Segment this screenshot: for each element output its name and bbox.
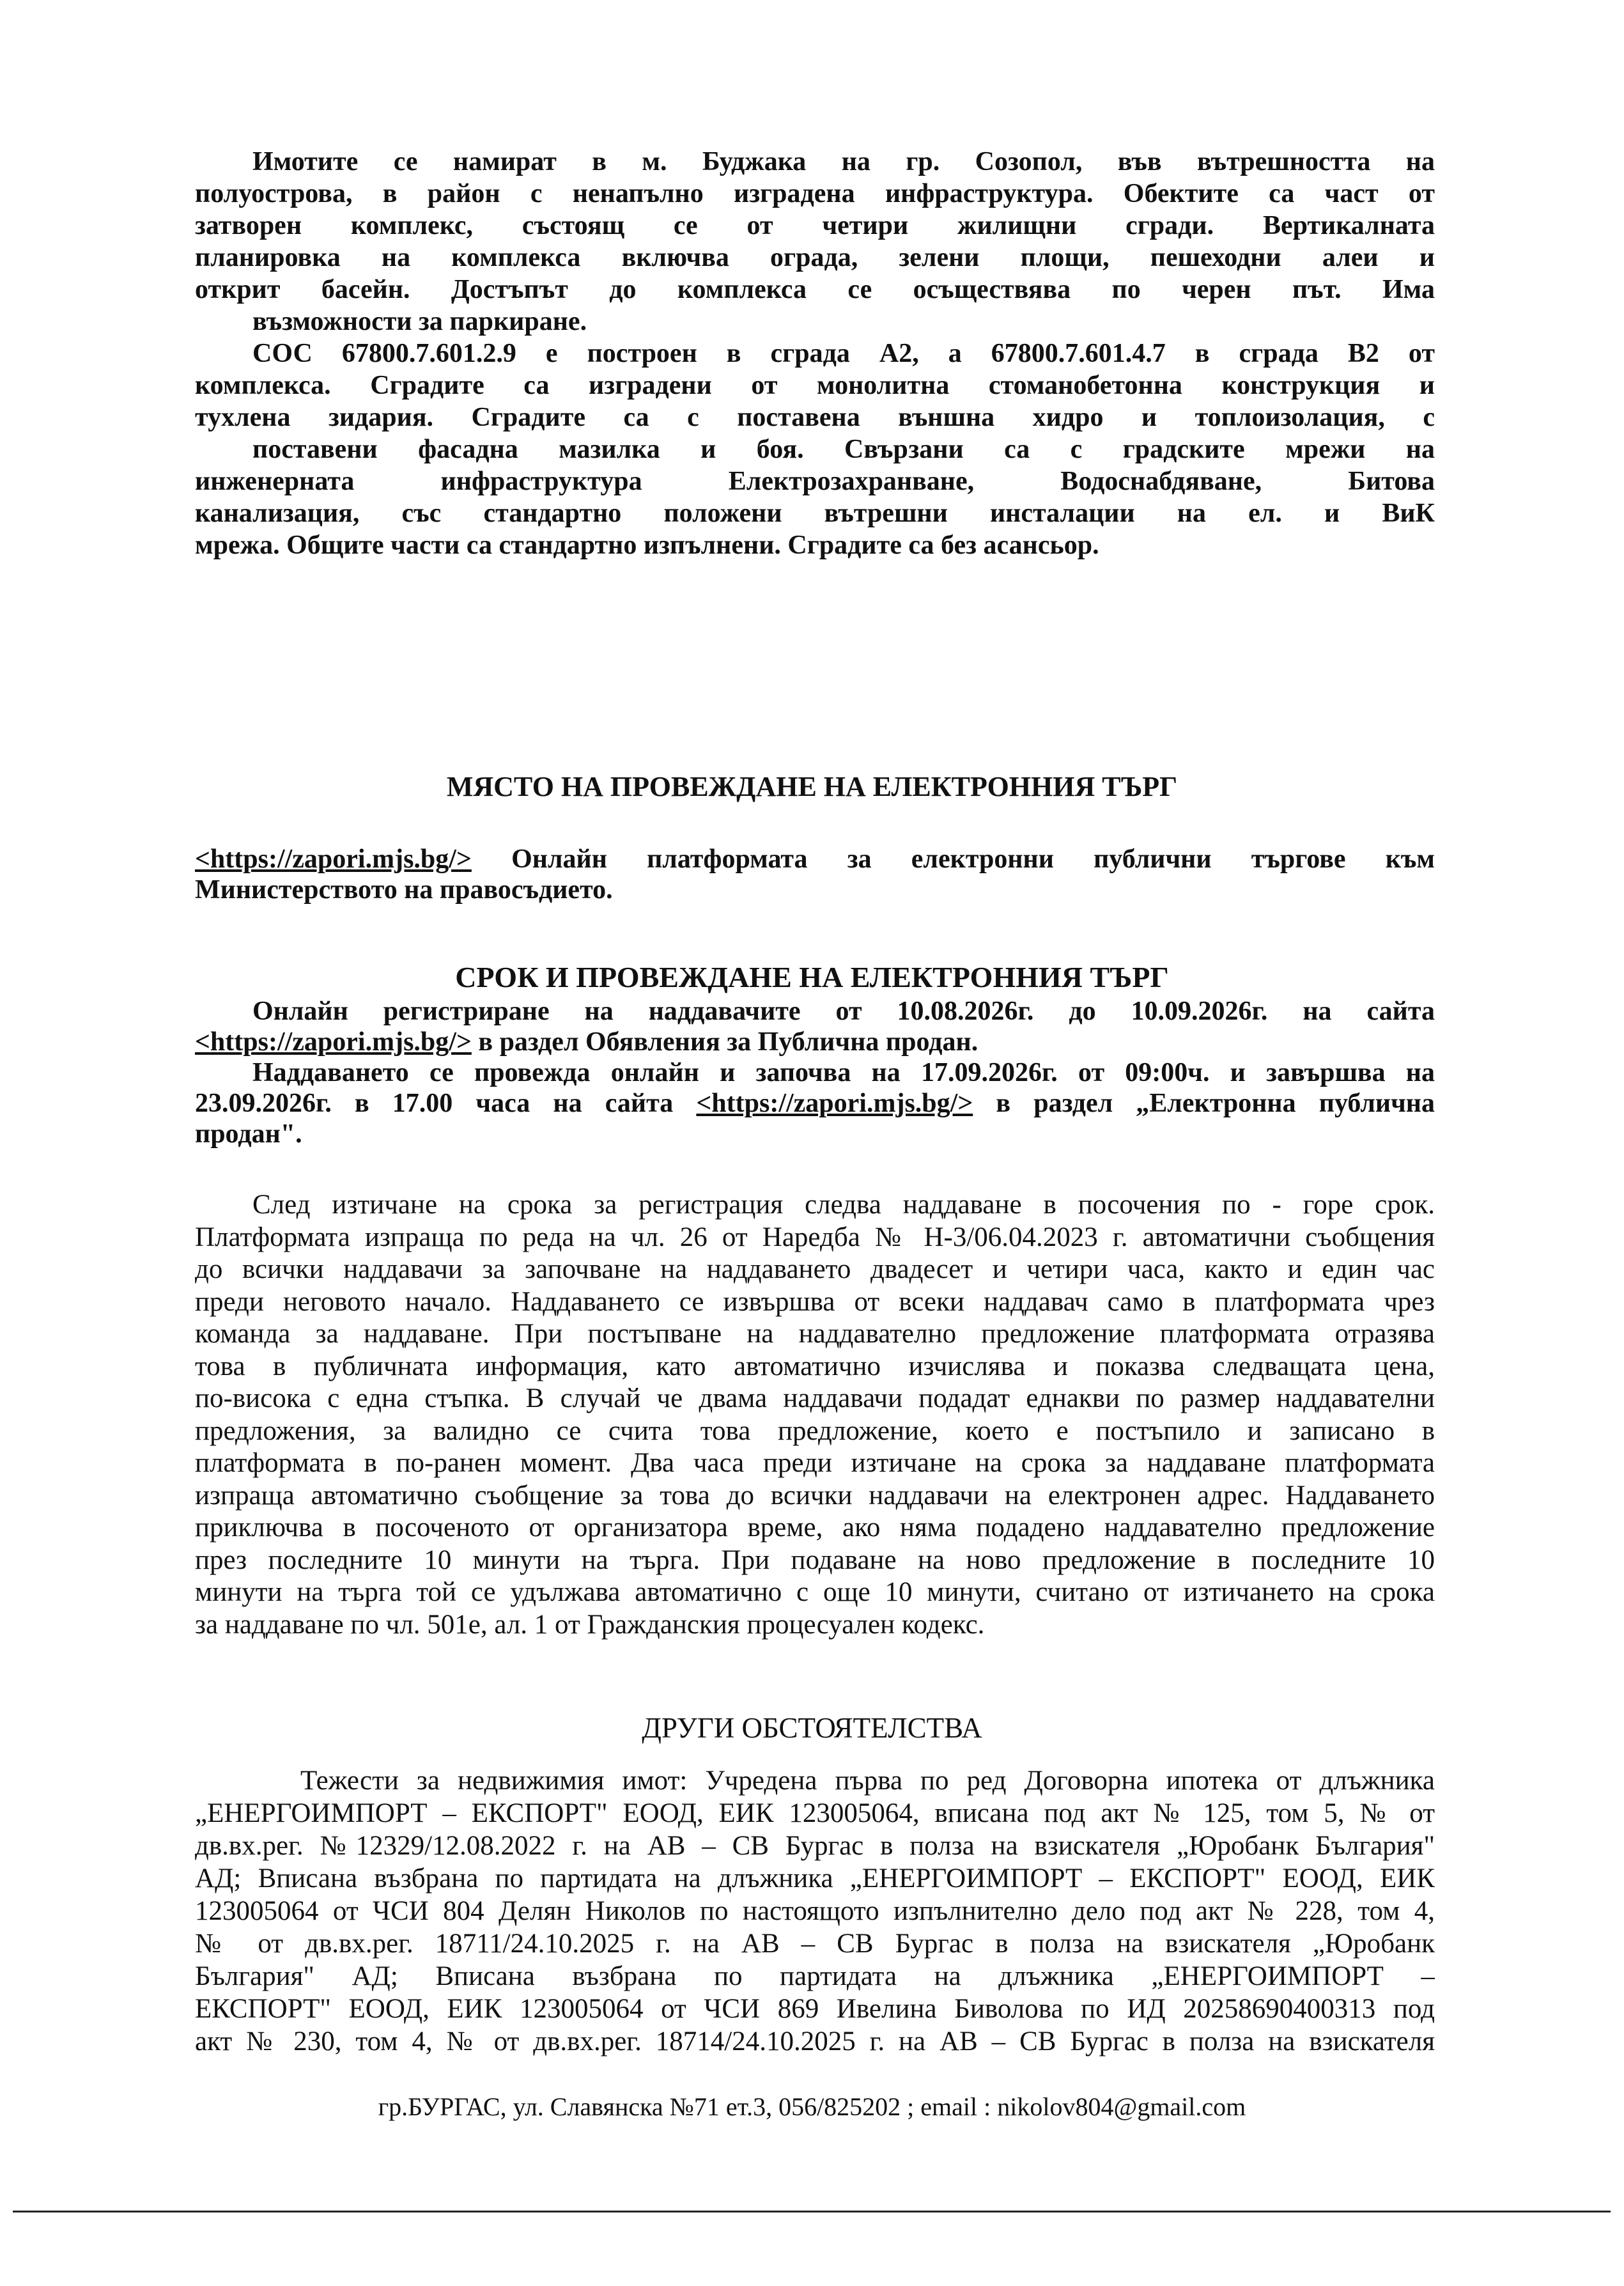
text-line: Наддаването се провежда онлайн и започва на 17.09.2026г. от 09:00ч. и завършва на [252,1058,1435,1087]
registration-link[interactable]: <https://zapori.mjs.bg/> [195,1027,472,1057]
section-heading-place: МЯСТО НА ПРОВЕЖДАНЕ НА ЕЛЕКТРОННИЯ ТЪРГ [446,771,1178,802]
registration-line-text: в раздел Обявления за Публична продан. [478,1027,978,1057]
text-line: Имотите се намират в м. Буджака на гр. Созопол, във вътрешността на [252,147,1435,176]
text-line: „ЕНЕРГОИМПОРТ – ЕКСПОРТ" ЕООД, ЕИК 123005064, вписана под акт № 125, том 5, № от [195,1798,1435,1828]
platform-link[interactable]: <https://zapori.mjs.bg/> [195,844,472,874]
text-line: това в публичната информация, като автоматично изчислява и показва следващата цена, [195,1351,1435,1381]
text-line: поставени фасадна мазилка и боя. Свързани са с градските мрежи на [252,435,1435,464]
text-line: платформата в по-ранен момент. Два часа преди изтичане на срока за наддаване платформата [195,1448,1435,1478]
text-line: през последните 10 минути на търга. При подаване на ново предложение в последните 10 [195,1544,1435,1575]
text-line: мрежа. Общите части са стандартно изпълнени. Сградите са без асансьор. [195,531,1099,560]
place-paragraph [195,844,1435,905]
place-line-text: Онлайн платформата за електронни публични търгове към [511,844,1435,874]
section-heading-other: ДРУГИ ОБСТОЯТЕЛСТВА [642,1712,982,1744]
text-line: приключва в посоченото от организатора време, ако няма подадено наддавателно предложение [195,1512,1435,1543]
property-description [195,146,1435,561]
text-line: АД; Вписана възбрана по партидата на длъжника „ЕНЕРГОИМПОРТ – ЕКСПОРТ" ЕООД, ЕИК [195,1863,1435,1893]
section-heading-term: СРОК И ПРОВЕЖДАНЕ НА ЕЛЕКТРОННИЯ ТЪРГ [455,961,1169,993]
text-line [195,1027,1435,1057]
text-line: за наддаване по чл. 501е, ал. 1 от Гражданския процесуален кодекс. [195,1609,985,1640]
text-line: преди неговото начало. Наддаването се извършва от всеки наддавач само в платформата чрез [195,1286,1435,1317]
text-line: Тежести за недвижимия имот: Учредена първа по ред Договорна ипотека от длъжника [300,1766,1435,1796]
bidding-line-text: 23.09.2026г. в 17.00 часа на сайта [195,1089,674,1118]
text-line: полуострова, в район с ненапълно изградена инфраструктура. Обектите са част от [195,179,1435,208]
text-line: минути на търга той се удължава автоматично с още 10 минути, считано от изтичането на срока [195,1577,1435,1607]
text-line: затворен комплекс, състоящ се от четири жилищни сгради. Вертикалната [195,211,1435,240]
term-paragraph [195,996,1435,1149]
bidding-line-text-end: в раздел „Електронна публична [996,1089,1435,1118]
text-line: Платформата изпраща по реда на чл. 26 от Наредба № Н-3/06.04.2023 г. автоматични съобщения [195,1222,1435,1252]
text-line [195,844,1435,875]
text-line: възможности за паркиране. [252,307,587,336]
text-line: канализация, със стандартно положени вътрешни инсталации на ел. и ВиК [195,499,1435,528]
encumbrances-paragraph [195,1764,1435,2058]
text-line: 123005064 от ЧСИ 804 Делян Николов по настоящото изпълнително дело под акт № 228, том 4, [195,1896,1435,1926]
text-line: ЕКСПОРТ" ЕООД, ЕИК 123005064 от ЧСИ 869 Ивелина Биволова по ИД 20258690400313 под [195,1994,1435,2024]
text-line: инженерната инфраструктура Електрозахранване, Водоснабдяване, Битова [195,467,1435,496]
text-line: по-висока с една стъпка. В случай че двама наддавачи подадат еднакви по размер наддавателни [195,1383,1435,1413]
text-line: планировка на комплекса включва ограда, зелени площи, пешеходни алеи и [195,243,1435,272]
text-line: до всички наддавачи за започване на наддаването двадесет и четири часа, както и един час [195,1254,1435,1284]
text-line: открит басейн. Достъпът до комплекса се осъществява по черен път. Има [195,275,1435,304]
text-line: изпраща автоматично съобщение за това до всички наддавачи на електронен адрес. Наддаването [195,1480,1435,1511]
text-line: продан". [195,1119,302,1149]
text-line: СОС 67800.7.601.2.9 е построен в сграда А2, а 67800.7.601.4.7 в сграда В2 от [252,339,1435,368]
text-line: № от дв.вх.рег. 18711/24.10.2025 г. на АВ – СВ Бургас в полза на взискателя „Юробанк [195,1929,1435,1959]
bidding-link[interactable]: <https://zapori.mjs.bg/> [696,1089,973,1118]
procedure-paragraph [195,1189,1435,1641]
text-line [195,1088,1435,1119]
text-line: След изтичане на срока за регистрация следва наддаване в посочения по - горе срок. [252,1190,1435,1220]
text-line: дв.вх.рег. №12329/12.08.2022 г. на АВ – СВ Бургас в полза на взискателя „Юробанк България" [195,1831,1435,1861]
text-line: Министерството на правосъдието. [195,875,613,905]
text-line: Онлайн регистриране на наддавачите от 10.08.2026г. до 10.09.2026г. на сайта [252,997,1435,1026]
text-line: комплекса. Сградите са изградени от монолитна стоманобетонна конструкция и [195,371,1435,400]
text-line: акт № 230, том 4, № от дв.вх.рег. 18714/24.10.2025 г. на АВ – СВ Бургас в полза на взискателя [195,2026,1435,2057]
text-line: команда за наддаване. При постъпване на наддавателно предложение платформата отразява [195,1319,1435,1349]
text-line: предложения, за валидно се счита това предложение, което е постъпило и записано в [195,1415,1435,1446]
page-footer: гр.БУРГАС, ул. Славянска №71 ет.3, 056/825202 ; email : nikolov804@gmail.com [378,2092,1246,2121]
text-line: България" АД; Вписана възбрана по партидата на длъжника „ЕНЕРГОИМПОРТ – [195,1961,1435,1991]
bottom-divider [13,2211,1611,2212]
text-line: тухлена зидария. Сградите са с поставена външна хидро и топлоизолация, с [195,403,1435,432]
